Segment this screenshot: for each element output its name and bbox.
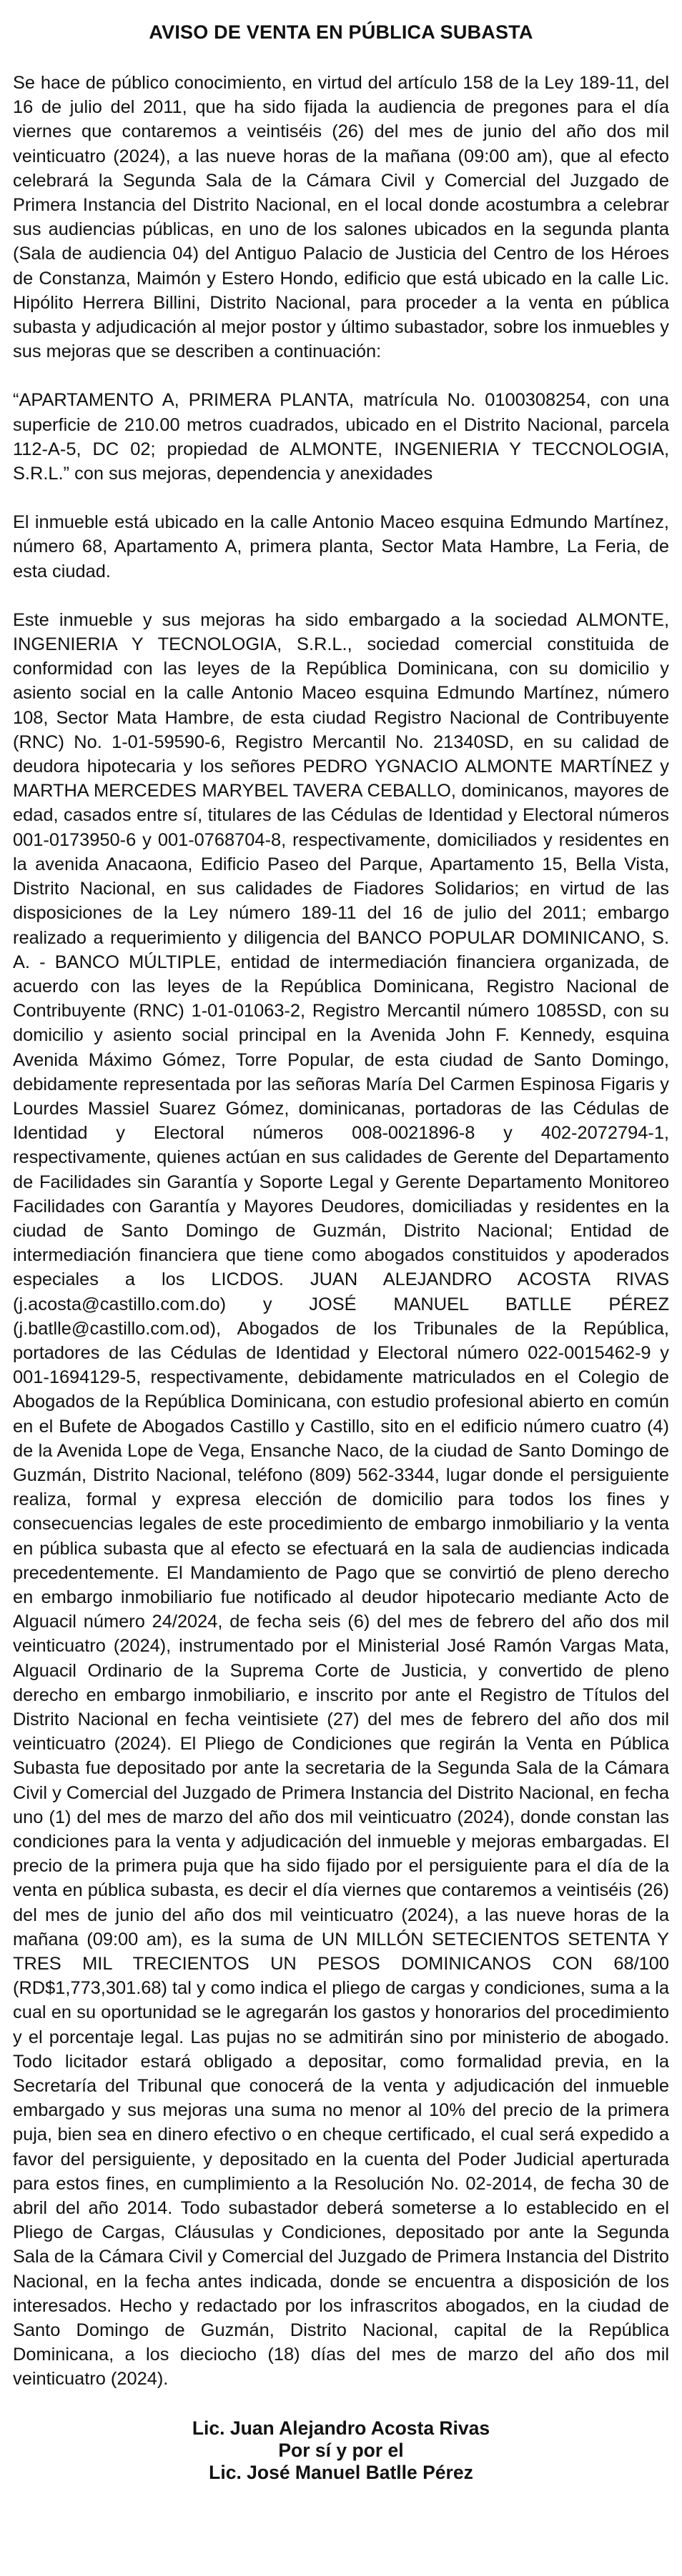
signature-line-3: Lic. José Manuel Batlle Pérez [209, 2461, 473, 2483]
notice-title: AVISO DE VENTA EN PÚBLICA SUBASTA [149, 21, 533, 43]
signature-line-2: Por sí y por el [278, 2439, 404, 2461]
notice-paragraph-intro: Se hace de público conocimiento, en virtud del artículo 158 de la Ley 189-11, del 16 de julio del 2011, que ha sido fijada la audiencia de pregones para el día viernes que contaremos a veintiséis (26) del mes de junio del año dos mil veinticuatro (2024), a las nueve horas de la mañana (09:00 am), que al efecto celebrará la Segunda Sala de la Cámara Civil y Comercial del Juzgado de Primera Instancia del Distrito Nacional, en el local donde acostumbra a celebrar sus audiencias públicas, en uno de los salones ubicados en la segunda planta (Sala de audiencia 04) del Antiguo Palacio de Justicia del Centro de los Héroes de Constanza, Maimón y Estero Hondo, edificio que está ubicado en la calle Lic. Hipólito Herrera Billini, Distrito Nacional, para proceder a la venta en pública subasta y adjudicación al mejor postor y último subastador, sobre los inmuebles y sus mejoras que se describen a continuación: [13, 73, 669, 362]
notice-paragraph-location: El inmueble está ubicado en la calle Antonio Maceo esquina Edmundo Martínez, número 68, Apartamento A, primera planta, Sector Mata Hambre, La Feria, de esta ciudad. [13, 512, 669, 581]
notice-paragraph-seizure: Este inmueble y sus mejoras ha sido embargado a la sociedad ALMONTE, INGENIERIA Y TECNOLOGIA, S.R.L., sociedad comercial constituida de conformidad con las leyes de la República Dominicana, con su domicilio y asiento social en la calle Antonio Maceo esquina Edmundo Martínez, número 108, Sector Mata Hambre, de esta ciudad Registro Nacional de Contribuyente (RNC) No. 1-01-59590-6, Registro Mercantil No. 21340SD, en su calidad de deudora hipotecaria y los señores PEDRO YGNACIO ALMONTE MARTÍNEZ y MARTHA MERCEDES MARYBEL TAVERA CEBALLO, dominicanos, mayores de edad, casados entre sí, titulares de las Cédulas de Identidad y Electoral números 001-0173950-6 y 001-0768704-8, respectivamente, domiciliados y residentes en la avenida Anacaona, Edificio Paseo del Parque, Apartamento 15, Bella Vista, Distrito Nacional, en sus calidades de Fiadores Solidarios; en virtud de las disposiciones de la Ley número 189-11 del 16 de julio del 2011; embargo realizado a requerimiento y diligencia del BANCO POPULAR DOMINICANO, S. A. - BANCO MÚLTIPLE, entidad de intermediación financiera organizada, de acuerdo con las leyes de la República Dominicana, Registro Nacional de Contribuyente (RNC) 1-01-01063-2, Registro Mercantil número 1085SD, con su domicilio y asiento social principal en la Avenida John F. Kennedy, esquina Avenida Máximo Gómez, Torre Popular, de esta ciudad de Santo Domingo, debidamente representada por las señoras María Del Carmen Espinosa Figaris y Lourdes Massiel Suarez Gómez, dominicanas, portadoras de las Cédulas de Identidad y Electoral números 008-0021896-8 y 402-2072794-1, respectivamente, quienes actúan en sus calidades de Gerente del Departamento de Facilidades sin Garantía y Soporte Legal y Gerente Departamento Monitoreo Facilidades con Garantía y Mayores Deudores, domiciliadas y residentes en la ciudad de Santo Domingo de Guzmán, Distrito Nacional; Entidad de intermediación financiera que tiene como abogados constituidos y apoderados especiales a los LICDOS. JUAN ALEJANDRO ACOSTA RIVAS (j.acosta@castillo.com.do) y JOSÉ MANUEL BATLLE PÉREZ (j.batlle@castillo.com.od), Abogados de los Tribunales de la República, portadores de las Cédulas de Identidad y Electoral número 022-0015462-9 y 001-1694129-5, respectivamente, debidamente matriculados en el Colegio de Abogados de la República Dominicana, con estudio profesional abierto en común en el Bufete de Abogados Castillo y Castillo, sito en el edificio número cuatro (4) de la Avenida Lope de Vega, Ensanche Naco, de la ciudad de Santo Domingo de Guzmán, Distrito Nacional, teléfono (809) 562-3344, lugar donde el persiguiente realiza, formal y expresa elección de domicilio para todos los fines y consecuencias legales de este procedimiento de embargo inmobiliario y la venta en pública subasta que al efecto se efectuará en la sala de audiencias indicada precedentemente. El Mandamiento de Pago que se convirtió de pleno derecho en embargo inmobiliario fue notificado al deudor hipotecario mediante Acto de Alguacil número 24/2024, de fecha seis (6) del mes de febrero del año dos mil veinticuatro (2024), instrumentado por el Ministerial José Ramón Vargas Mata, Alguacil Ordinario de la Suprema Corte de Justicia, y convertido de pleno derecho en embargo inmobiliario, e inscrito por ante el Registro de Títulos del Distrito Nacional en fecha veintisiete (27) del mes de febrero del año dos mil veinticuatro (2024). El Pliego de Condiciones que regirán la Venta en Pública Subasta fue depositado por ante la secretaria de la Segunda Sala de la Cámara Civil y Comercial del Juzgado de Primera Instancia del Distrito Nacional, en fecha uno (1) del mes de marzo del año dos mil veinticuatro (2024), donde constan las condiciones para la venta y adjudicación del inmueble y mejoras embargadas. El precio de la primera puja que ha sido fijado por el persiguiente para el día de la venta en pública subasta, es decir el día viernes que contaremos a veintiséis (26) del mes de junio del año dos mil veinticuatro (2024), a las nueve horas de la mañana (09:00 am), es la suma de UN MILLÓN SETECIENTOS SETENTA Y TRES MIL TRECIENTOS UN PESOS DOMINICANOS CON 68/100 (RD$1,773,301.68) tal y como indica el pliego de cargas y condiciones, suma a la cual en su oportunidad se le agregarán los gastos y honorarios del procedimiento y el porcentaje legal. Las pujas no se admitirán sino por ministerio de abogado. Todo licitador estará obligado a depositar, como formalidad previa, en la Secretaría del Tribunal que conocerá de la venta y adjudicación del inmueble embargado y sus mejoras una suma no menor al 10% del precio de la primera puja, bien sea en dinero efectivo o en cheque certificado, el cual será expedido a favor del persiguiente, y depositado en la cuenta del Poder Judicial aperturada para estos fines, en cumplimiento a la Resolución No. 02-2014, de fecha 30 de abril del año 2014. Todo subastador deberá someterse a lo establecido en el Pliego de Cargas, Cláusulas y Condiciones, depositado por ante la Segunda Sala de la Cámara Civil y Comercial del Juzgado de Primera Instancia del Distrito Nacional, en la fecha antes indicada, donde se encuentra a disposición de los interesados. Hecho y redactado por los infrascritos abogados, en la ciudad de Santo Domingo de Guzmán, Distrito Nacional, capital de la República Dominicana, a los dieciocho (18) días del mes de marzo del año dos mil veinticuatro (2024). [13, 609, 669, 2390]
signature-block [13, 2417, 669, 2484]
notice-paragraph-property: “APARTAMENTO A, PRIMERA PLANTA, matrícula No. 0100308254, con una superficie de 210.00 metros cuadrados, ubicado en el Distrito Nacional, parcela 112-A-5, DC 02; propiedad de ALMONTE, INGENIERIA Y TECCNOLOGIA, S.R.L.” con sus mejoras, dependencia y anexidades [13, 390, 669, 484]
signature-line-1: Lic. Juan Alejandro Acosta Rivas [192, 2417, 490, 2439]
